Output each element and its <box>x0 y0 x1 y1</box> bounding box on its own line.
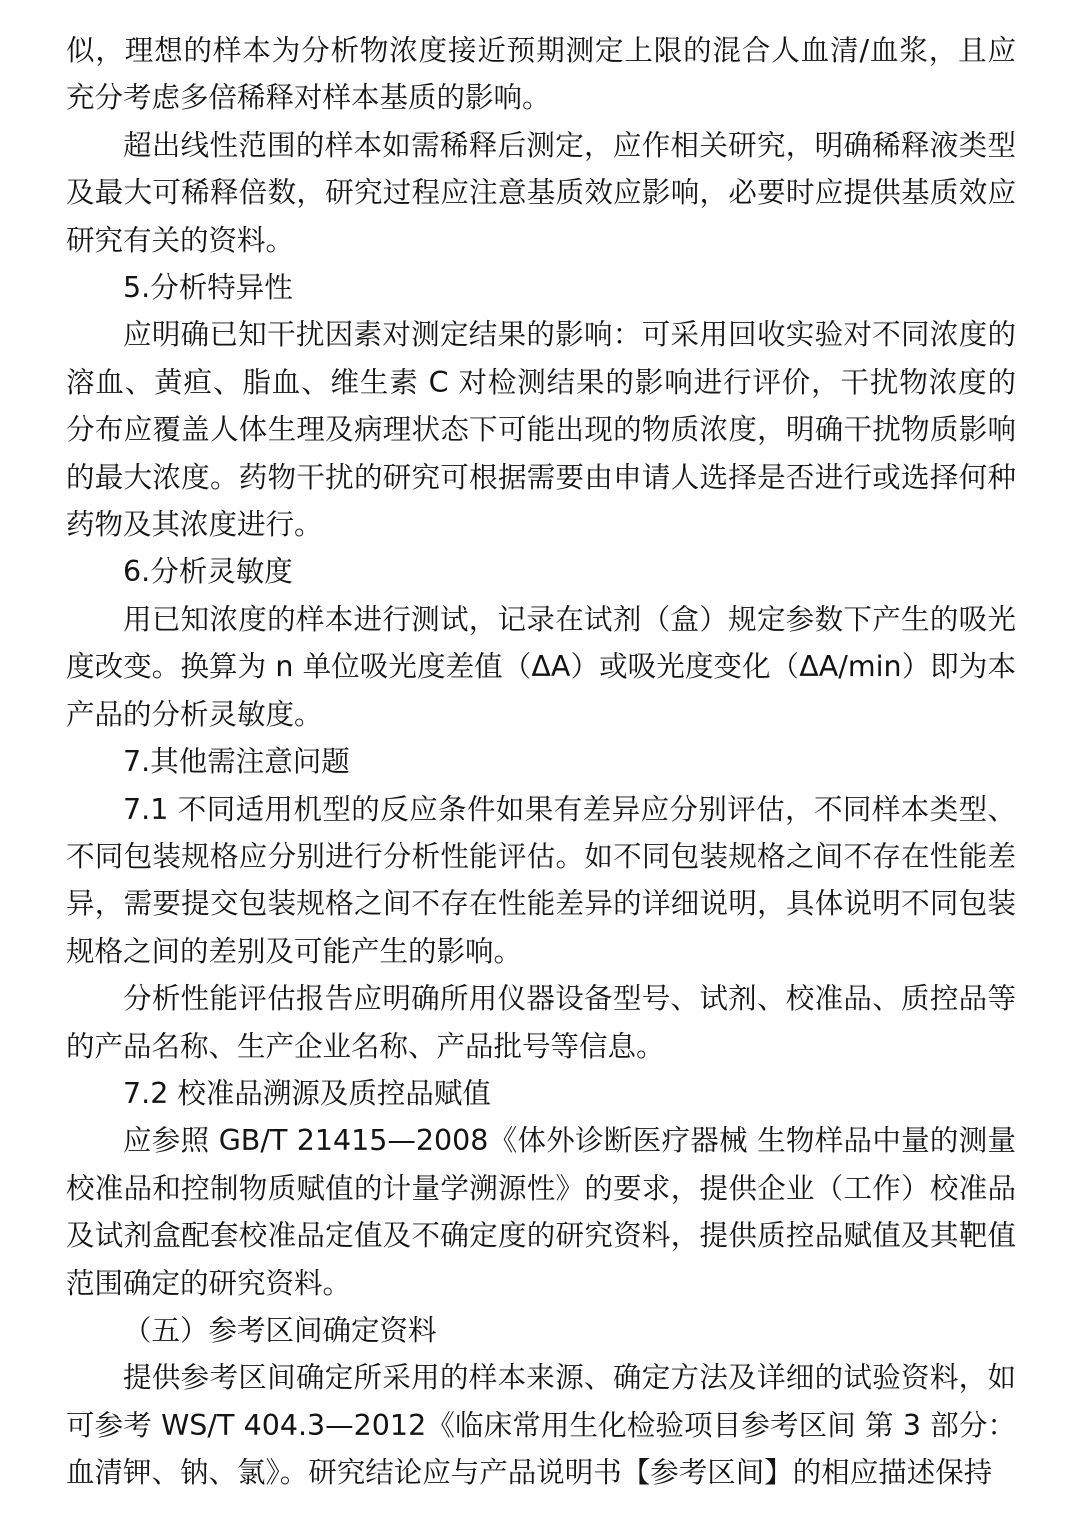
heading-other-issues: 7.其他需注意问题 <box>123 745 350 779</box>
paragraph-7-2: 应参照 GB/T 21415—2008《体外诊断医疗器械 生物样品中量的测量校准品和控制物质赋值的计量学溯源性》的要求，提供企业（工作）校准品及试剂盒配套校准品定值及不确定度的研究资料，提供质控品赋值及其靶值范围确定的研究资料。 <box>66 1124 1016 1300</box>
paragraph-dilution: 超出线性范围的样本如需稀释后测定，应作相关研究，明确稀释液类型及最大可稀释倍数，研究过程应注意基质效应影响，必要时应提供基质效应研究有关的资料。 <box>66 128 1016 257</box>
paragraph-reference-interval: 提供参考区间确定所采用的样本来源、确定方法及详细的试验资料，如可参考 WS/T 404.3—2012《临床常用生化检验项目参考区间 第 3 部分：血清钾、钠、氯》。研究结论应与产品说明书【参考区间】的相应描述保持 <box>66 1361 1016 1490</box>
heading-analytical-sensitivity: 6.分析灵敏度 <box>123 555 293 589</box>
heading-analytical-specificity: 5.分析特异性 <box>123 271 293 305</box>
paragraph-performance-report: 分析性能评估报告应明确所用仪器设备型号、试剂、校准品、质控品等的产品名称、生产企业名称、产品批号等信息。 <box>66 982 1016 1063</box>
heading-reference-interval: （五）参考区间确定资料 <box>123 1313 437 1347</box>
paragraph-analytical-sensitivity: 用已知浓度的样本进行测试，记录在试剂（盒）规定参数下产生的吸光度改变。换算为 n 单位吸光度差值（ΔA）或吸光度变化（ΔA/min）即为本产品的分析灵敏度。 <box>66 602 1016 731</box>
paragraph-7-1: 7.1 不同适用机型的反应条件如果有差异应分别评估，不同样本类型、不同包装规格应分别进行分析性能评估。如不同包装规格之间不存在性能差异，需要提交包装规格之间不存在性能差异的详细说明，具体说明不同包装规格之间的差别及可能产生的影响。 <box>66 792 1016 968</box>
paragraph-continuation: 似，理想的样本为分析物浓度接近预期测定上限的混合人血清/血浆，且应充分考虑多倍稀释对样本基质的影响。 <box>66 34 1016 115</box>
heading-7-2: 7.2 校准品溯源及质控品赋值 <box>123 1076 491 1110</box>
paragraph-analytical-specificity: 应明确已知干扰因素对测定结果的影响：可采用回收实验对不同浓度的溶血、黄疸、脂血、维生素 C 对检测结果的影响进行评价，干扰物浓度的分布应覆盖人体生理及病理状态下可能出现的物质浓度，明确干扰物质影响的最大浓度。药物干扰的研究可根据需要由申请人选择是否进行或选择何种药物及其浓度进行。 <box>66 318 1016 542</box>
